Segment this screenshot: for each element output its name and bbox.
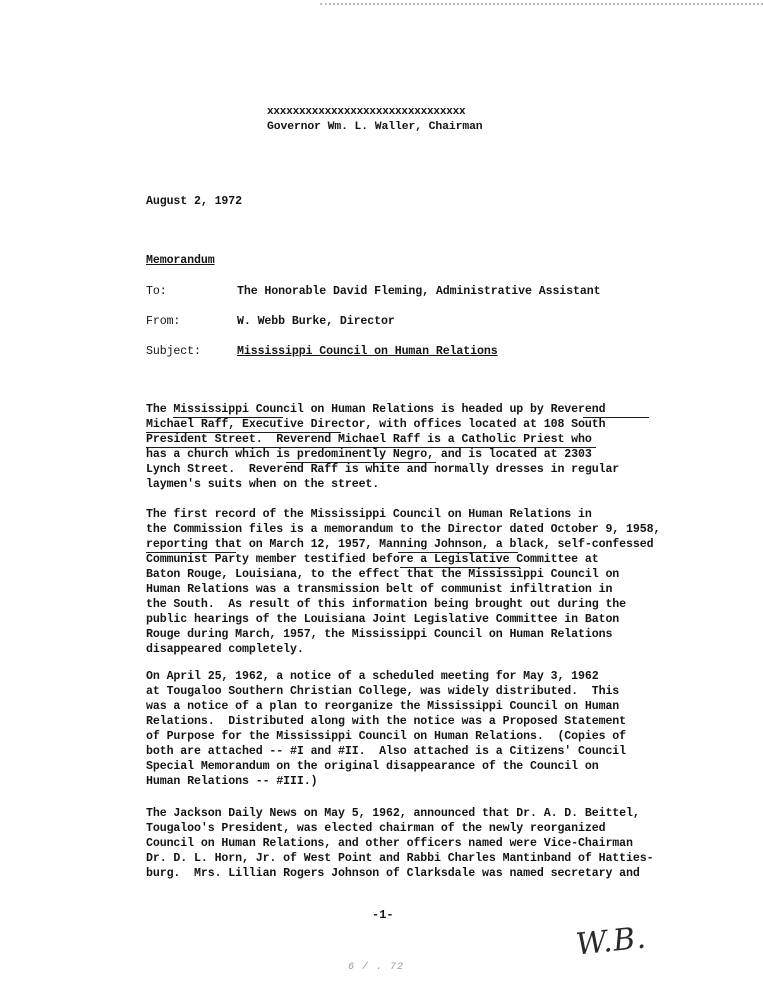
paragraph-line: both are attached -- #I and #II. Also attached is a Citizens' Council [146,745,627,758]
paragraph-line: laymen's suits when on the street. [146,478,380,491]
paragraph-line: Human Relations -- #III.) [146,775,318,788]
handwritten-underline [146,447,596,448]
paragraph-line: President Street. Reverend Michael Raff is a Catholic Priest who [146,433,592,446]
handwritten-underline [398,552,518,553]
handwritten-underline [583,417,649,418]
paragraph-4 [146,806,716,881]
from-label: From: [146,315,181,328]
paragraph-line: at Tougaloo Southern Christian College, was widely distributed. This [146,685,620,698]
paragraph-line: Baton Rouge, Louisiana, to the effect that the Mississippi Council on [146,568,620,581]
paragraph-line: the Commission files is a memorandum to the Director dated October 9, 1958, [146,523,661,536]
paragraph-line: Special Memorandum on the original disappearance of the Council on [146,760,599,773]
paragraph-line: burg. Mrs. Lillian Rogers Johnson of Clarksdale was named secretary and [146,867,640,880]
handwritten-underline [146,432,341,433]
paragraph-line: Council on Human Relations, and other officers named were Vice-Chairman [146,837,633,850]
to-value: The Honorable David Fleming, Administrative Assistant [237,285,601,298]
top-dotted-border [320,3,763,5]
paragraph-line: Communist Party member testified before a Legislative Committee at [146,553,599,566]
struck-header-line: xxxxxxxxxxxxxxxxxxxxxxxxxxxxxxx [267,106,466,118]
paragraph-line: of Purpose for the Mississippi Council on Human Relations. (Copies of [146,730,627,743]
paragraph-3 [146,669,716,789]
handwritten-initials: W.B. [574,920,649,963]
paragraph-line: public hearings of the Louisiana Joint Legislative Committee in Baton [146,613,620,626]
paragraph-line: has a church which is predominently Negro, and is located at 2303 [146,448,592,461]
paragraph-line: The first record of the Mississippi Council on Human Relations in [146,508,592,521]
paragraph-line: the South. As result of this information being brought out during the [146,598,627,611]
paragraph-line: Human Relations was a transmission belt of communist infiltration in [146,583,613,596]
paragraph-line: Relations. Distributed along with the notice was a Proposed Statement [146,715,627,728]
to-label: To: [146,285,167,298]
paragraph-line: disappeared completely. [146,643,304,656]
paragraph-line: Dr. D. L. Horn, Jr. of West Point and Rabbi Charles Mantinband of Hatties- [146,852,654,865]
from-value: W. Webb Burke, Director [237,315,395,328]
paragraph-line: reporting that on March 12, 1957, Manning Johnson, a black, self-confessed [146,538,654,551]
paragraph-line: Lynch Street. Reverend Raff is white and normally dresses in regular [146,463,620,476]
paragraph-line: was a notice of a plan to reorganize the Mississippi Council on Human [146,700,620,713]
paragraph-line: Tougaloo's President, was elected chairman of the newly reorganized [146,822,606,835]
governor-line: Governor Wm. L. Waller, Chairman [267,121,483,133]
paragraph-line: On April 25, 1962, a notice of a scheduled meeting for May 3, 1962 [146,670,599,683]
paragraph-line: Michael Raff, Executive Director, with offices located at 108 South [146,418,606,431]
subject-label: Subject: [146,345,201,358]
handwritten-underline [400,567,520,568]
page-number: -1- [372,908,394,922]
subject-value: Mississippi Council on Human Relations [237,345,498,358]
handwritten-underline [173,417,283,418]
memo-date: August 2, 1972 [146,195,243,208]
faint-stamp: 6 / . 72 [348,962,405,973]
paragraph-line: Rouge during March, 1957, the Mississippi Council on Human Relations [146,628,613,641]
handwritten-underline [286,462,436,463]
memo-title: Memorandum [146,254,215,267]
paragraph-2 [146,507,716,657]
paragraph-line: The Mississippi Council on Human Relations is headed up by Reverend [146,403,606,416]
handwritten-underline [146,552,236,553]
paragraph-line: The Jackson Daily News on May 5, 1962, announced that Dr. A. D. Beittel, [146,807,640,820]
